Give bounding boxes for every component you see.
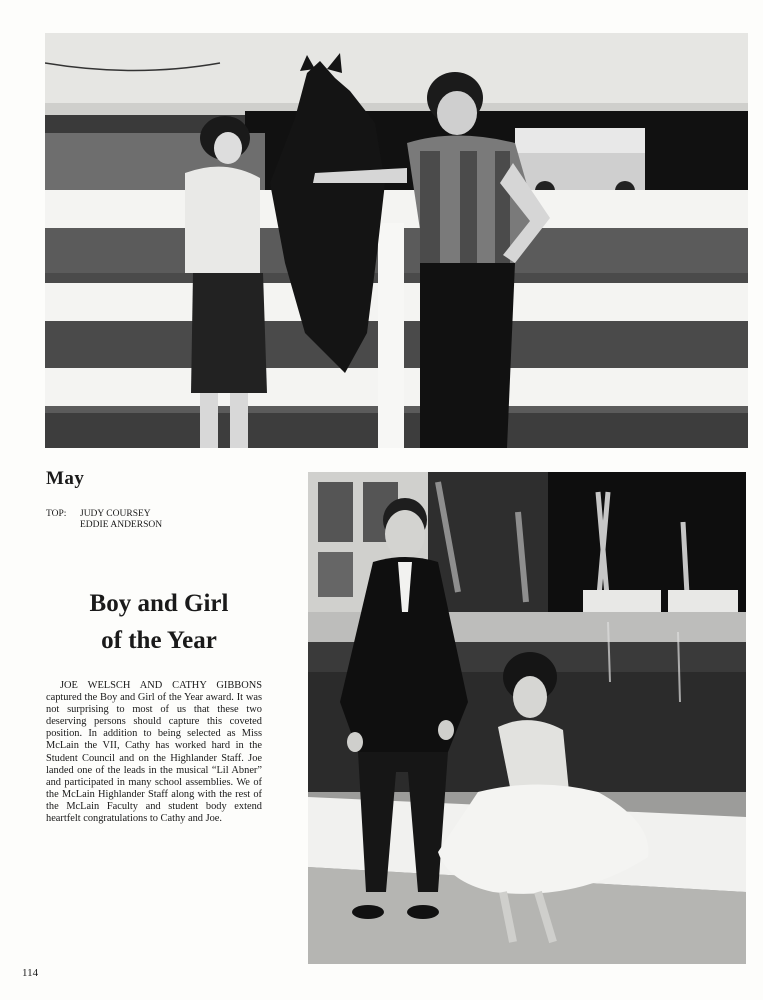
- page-number: 114: [22, 967, 39, 979]
- caption-name: EDDIE ANDERSON: [80, 520, 163, 530]
- bottom-photo: [308, 472, 746, 964]
- photo-caption: [46, 509, 162, 531]
- section-title: May: [46, 468, 85, 489]
- caption-label: TOP:: [46, 509, 67, 519]
- caption-name: JUDY COURSEY: [80, 509, 151, 519]
- headline: [46, 585, 272, 659]
- article-body: JOE WELSCH AND CATHY GIBBONS captured the Boy and Girl of the Year award. It was not surprising to most of us that these two deserving persons should capture this coveted position. In addition to being selected as Miss McLain the VII, Cathy has worked hard in the Student Council and on the Highlander Staff. Joe landed one of the leads in the musical “Lil Abner” and participated in many school assemblies. We of the McLain Highlander Staff along with the rest of the McLain Faculty and student body extend heartfelt congratulations to Cathy and Joe.: [46, 680, 262, 825]
- headline-line: of the Year: [101, 627, 217, 654]
- top-photo: [45, 33, 748, 448]
- headline-line: Boy and Girl: [89, 590, 229, 617]
